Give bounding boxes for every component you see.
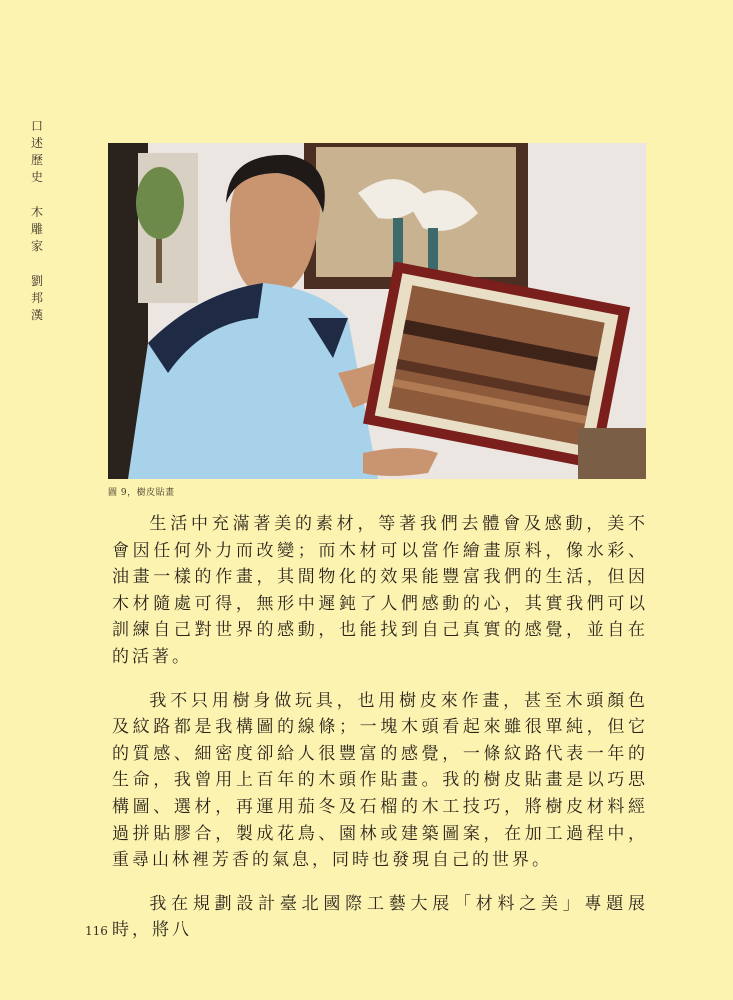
paragraph: 我在規劃設計臺北國際工藝大展「材料之美」專題展時，將八 [112, 893, 648, 941]
page-number: 116 [85, 924, 108, 938]
figure-photo [108, 143, 646, 479]
series-title: 口 述 歷 史 [30, 119, 43, 184]
body-text [112, 511, 648, 961]
paragraph: 生活中充滿著美的素材，等著我們去體會及感動，美不會因任何外力而改變；而木材可以當作繪畫原料，像水彩、油畫一樣的作畫，其間物化的效果能豐富我們的生活，但因木材隨處可得，無形中遲鈍了人們感動的心，其實我們可以訓練自己對世界的感動，也能找到自己真實的感覺，並自在的活著。 [112, 514, 648, 667]
subject-name: 劉 邦 漢 [30, 274, 43, 322]
paragraph: 我不只用樹身做玩具，也用樹皮來作畫，甚至木頭顏色及紋路都是我構圖的線條；一塊木頭看起來雖很單純，但它的質感、細密度卻給人很豐富的感覺，一條紋路代表一年的生命，我曾用上百年的木頭作貼畫。我的樹皮貼畫是以巧思構圖、選材，再運用茄冬及石榴的木工技巧，將樹皮材料經過拼貼膠合，製成花鳥、園林或建築圖案，在加工過程中，重尋山林裡芳香的氣息，同時也發現自己的世界。 [112, 690, 648, 871]
running-header-vertical [27, 118, 47, 342]
figure-caption: 圖 9，樹皮貼畫 [108, 488, 175, 498]
subject-role: 木 雕 家 [30, 205, 43, 253]
